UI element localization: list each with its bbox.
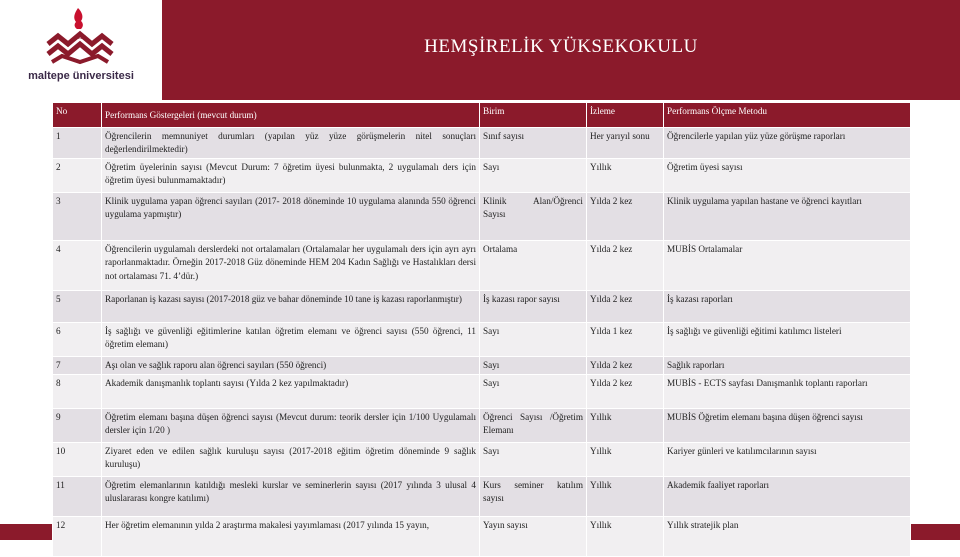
table-header-row — [53, 103, 911, 128]
page-title: HEMŞİRELİK YÜKSEKOKULU — [424, 36, 698, 57]
table-row — [53, 357, 911, 375]
title-band — [162, 0, 960, 100]
row-monitor: Yılda 2 kez — [587, 241, 664, 291]
row-method: MUBİS Öğretim elemanı başına düşen öğrenci sayısı — [664, 409, 911, 443]
row-method: İş sağlığı ve güvenliği eğitimi katılımcı listeleri — [664, 323, 911, 357]
row-unit: Kurs seminer katılım sayısı — [480, 477, 587, 517]
row-indicator: Öğretim elemanlarının katıldığı mesleki kurslar ve seminerlerin sayısı (2017 yılında 3 ulusal 4 uluslararası kongre katılımı) — [102, 477, 480, 517]
row-number: 6 — [53, 323, 102, 357]
row-indicator: Akademik danışmanlık toplantı sayısı (Yılda 2 kez yapılmaktadır) — [102, 375, 480, 409]
row-indicator: Öğretim üyelerinin sayısı (Mevcut Durum: 7 öğretim üyesi bulunmakta, 2 uygulamalı ders için öğretim üyesi bulunmamaktadır) — [102, 159, 480, 193]
row-monitor: Yılda 2 kez — [587, 291, 664, 323]
row-unit: Sayı — [480, 357, 587, 375]
table-row — [53, 193, 911, 241]
university-logo — [0, 0, 162, 100]
row-number: 9 — [53, 409, 102, 443]
row-number: 3 — [53, 193, 102, 241]
row-unit: Ortalama — [480, 241, 587, 291]
row-unit: İş kazası rapor sayısı — [480, 291, 587, 323]
header-cell-indicator: Performans Göstergeleri (mevcut durum) — [102, 103, 480, 128]
row-number: 7 — [53, 357, 102, 375]
row-monitor: Yıllık — [587, 517, 664, 557]
table-row — [53, 375, 911, 409]
row-number: 12 — [53, 517, 102, 557]
row-indicator: Öğrencilerin memnuniyet durumları (yapılan yüz yüze görüşmelerin nitel sonuçları değerlendirilmektedir) — [102, 128, 480, 159]
row-monitor: Yılda 2 kez — [587, 375, 664, 409]
row-monitor: Her yarıyıl sonu — [587, 128, 664, 159]
row-unit: Sayı — [480, 375, 587, 409]
row-number: 5 — [53, 291, 102, 323]
footer-accent-left — [0, 524, 52, 540]
row-indicator: Her öğretim elemanının yılda 2 araştırma makalesi yayımlaması (2017 yılında 15 yayın, — [102, 517, 480, 557]
row-method: İş kazası raporları — [664, 291, 911, 323]
row-indicator: İş sağlığı ve güvenliği eğitimlerine katılan öğretim elemanı ve öğrenci sayısı (550 öğrenci, 11 öğretim elemanı) — [102, 323, 480, 357]
row-number: 4 — [53, 241, 102, 291]
header-cell-monitor: İzleme — [587, 103, 664, 128]
header-cell-method: Performans Ölçme Metodu — [664, 103, 911, 128]
row-method: Öğretim üyesi sayısı — [664, 159, 911, 193]
row-indicator: Öğretim elemanı başına düşen öğrenci sayısı (Mevcut durum: teorik dersler için 1/100 Uygulamalı dersler için 1/20 ) — [102, 409, 480, 443]
header-cell-unit: Birim — [480, 103, 587, 128]
row-indicator: Ziyaret eden ve edilen sağlık kuruluşu sayısı (2017-2018 eğitim öğretim döneminde 9 sağlık kuruluşu) — [102, 443, 480, 477]
row-number: 8 — [53, 375, 102, 409]
table-row — [53, 159, 911, 193]
row-number: 10 — [53, 443, 102, 477]
row-monitor: Yılda 2 kez — [587, 357, 664, 375]
table-row — [53, 323, 911, 357]
row-unit: Yayın sayısı — [480, 517, 587, 557]
header — [0, 0, 960, 100]
row-method: Kariyer günleri ve katılımcılarının sayısı — [664, 443, 911, 477]
row-unit: Klinik Alan/Öğrenci Sayısı — [480, 193, 587, 241]
row-unit: Sayı — [480, 159, 587, 193]
logo-wordmark: maltepe üniversitesi — [28, 70, 134, 82]
row-indicator: Öğrencilerin uygulamalı derslerdeki not ortalamaları (Ortalamalar her uygulamalı ders için ayrı ayrı raporlanmaktadır. Örneğin 2017-2018 Güz döneminde HEM 204 Kadın Sağlığı ve Hastalıkları dersi not ortalaması 71. 4’dür.) — [102, 241, 480, 291]
table-row — [53, 517, 911, 557]
svg-text:1997: 1997 — [74, 35, 86, 41]
row-unit: Sayı — [480, 323, 587, 357]
row-method: Akademik faaliyet raporları — [664, 477, 911, 517]
row-method: Öğrencilerle yapılan yüz yüze görüşme raporları — [664, 128, 911, 159]
row-monitor: Yıllık — [587, 477, 664, 517]
row-number: 2 — [53, 159, 102, 193]
row-monitor: Yıllık — [587, 159, 664, 193]
row-unit: Sınıf sayısı — [480, 128, 587, 159]
row-indicator: Raporlanan iş kazası sayısı (2017-2018 güz ve bahar döneminde 10 tane iş kazası raporlanmıştır) — [102, 291, 480, 323]
table-row — [53, 291, 911, 323]
row-method: MUBİS - ECTS sayfası Danışmanlık toplantı raporları — [664, 375, 911, 409]
row-unit: Sayı — [480, 443, 587, 477]
row-indicator: Klinik uygulama yapan öğrenci sayıları (2017- 2018 döneminde 10 uygulama alanında 550 öğrenci uygulama yapmıştır) — [102, 193, 480, 241]
row-method: MUBİS Ortalamalar — [664, 241, 911, 291]
header-cell-no: No — [53, 103, 102, 128]
row-method: Sağlık raporları — [664, 357, 911, 375]
table-row — [53, 477, 911, 517]
footer-accent-right — [910, 524, 960, 540]
row-method: Klinik uygulama yapılan hastane ve öğrenci kayıtları — [664, 193, 911, 241]
row-monitor: Yıllık — [587, 409, 664, 443]
maltepe-emblem-icon — [0, 0, 162, 70]
table-row — [53, 241, 911, 291]
performance-table — [52, 102, 911, 557]
table-row — [53, 409, 911, 443]
row-method: Yıllık stratejik plan — [664, 517, 911, 557]
row-unit: Öğrenci Sayısı /Öğretim Elemanı — [480, 409, 587, 443]
row-number: 1 — [53, 128, 102, 159]
row-monitor: Yılda 2 kez — [587, 193, 664, 241]
table-row — [53, 443, 911, 477]
table-row — [53, 128, 911, 159]
row-indicator: Aşı olan ve sağlık raporu alan öğrenci sayıları (550 öğrenci) — [102, 357, 480, 375]
row-monitor: Yılda 1 kez — [587, 323, 664, 357]
row-monitor: Yıllık — [587, 443, 664, 477]
row-number: 11 — [53, 477, 102, 517]
